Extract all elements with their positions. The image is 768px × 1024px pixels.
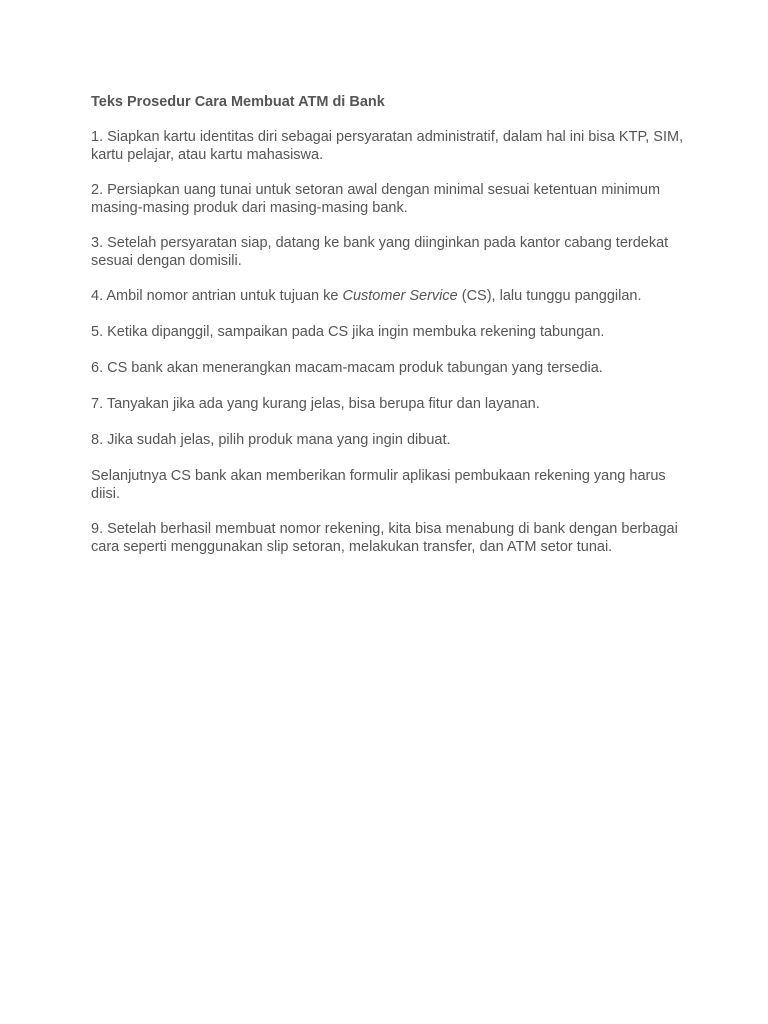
step-9: 9. Setelah berhasil membuat nomor rekening, kita bisa menabung di bank dengan berbagai cara seperti menggunakan slip setoran, melakukan transfer, dan ATM setor tunai. [91,521,678,555]
step-4-italic-term: Customer Service [342,288,458,304]
step-6: 6. CS bank akan menerangkan macam-macam produk tabungan yang tersedia. [91,360,603,376]
step-4-text-before: 4. Ambil nomor antrian untuk tujuan ke [91,288,343,304]
document-page [91,93,691,573]
step-8-followup: Selanjutnya CS bank akan memberikan formulir aplikasi pembukaan rekening yang harus diisi. [91,468,666,502]
document-title: Teks Prosedur Cara Membuat ATM di Bank [91,94,385,110]
step-2: 2. Persiapkan uang tunai untuk setoran awal dengan minimal sesuai ketentuan minimum masing-masing produk dari masing-masing bank. [91,182,661,216]
step-8: 8. Jika sudah jelas, pilih produk mana yang ingin dibuat. [91,432,451,448]
step-7: 7. Tanyakan jika ada yang kurang jelas, bisa berupa fitur dan layanan. [91,396,540,412]
step-4-text-after: (CS), lalu tunggu panggilan. [457,288,642,304]
step-5: 5. Ketika dipanggil, sampaikan pada CS jika ingin membuka rekening tabungan. [91,324,605,340]
step-3: 3. Setelah persyaratan siap, datang ke bank yang diinginkan pada kantor cabang terdekat sesuai dengan domisili. [91,235,669,269]
step-1: 1. Siapkan kartu identitas diri sebagai persyaratan administratif, dalam hal ini bisa KTP, SIM, kartu pelajar, atau kartu mahasiswa. [91,129,684,163]
step-4 [91,287,691,305]
